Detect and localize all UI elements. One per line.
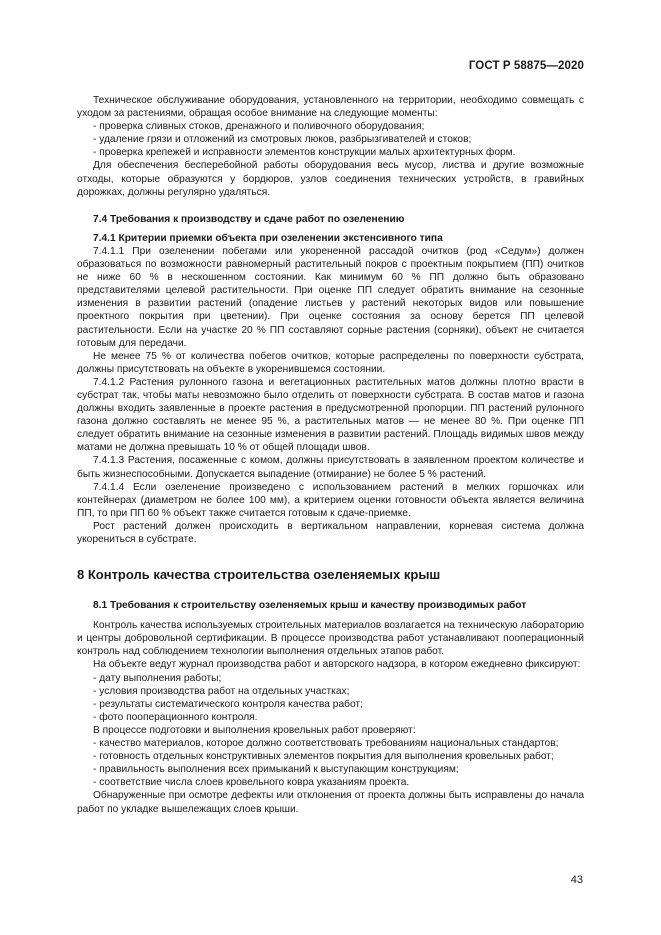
standard-code: ГОСТ Р 58875—2020 [468,60,584,72]
section-heading-8: 8 Контроль качества строительства озеленяемых крыш [77,567,441,583]
paragraph: Обнаруженные при осмотре дефекты или отклонения от проекта должны быть исправлены до начала работ по укладке вышележащих слоев крыши. [77,790,584,815]
list-item: - проверка сливных стоков, дренажного и поливочного оборудования; [93,121,425,133]
paragraph: 7.4.1.3 Растения, посаженные с комом, должны присутствовать в заявленном проектом количестве и быть жизнеспособными. Допускается выпадение (отмирание) не более 5 % растений. [77,455,584,480]
paragraph: Контроль качества используемых строительных материалов возлагается на техническую лабораторию и центры добровольной сертификации. В процессе производства работ устанавливают пооперационный контроль над соблюдением технологии выполнения отдельных этапов работ. [77,620,584,658]
list-item: - готовность отдельных конструктивных элементов покрытия для выполнения кровельных работ; [93,751,554,763]
paragraph: Не менее 75 % от количества побегов очитков, которые распределены по поверхности субстрата, должны присутствовать на объекте в укоренившемся состоянии. [77,350,584,375]
section-heading-7-4: 7.4 Требования к производству и сдаче работ по озеленению [93,213,405,225]
section-heading-7-4-1: 7.4.1 Критерии приемки объекта при озеленении экстенсивного типа [93,232,443,244]
paragraph: Для обеспечения бесперебойной работы оборудования весь мусор, листва и другие возможные отходы, которые образуются у бордюров, узлов соединения технических устройств, в гравийных дорожках, должны регулярно удаляться. [77,160,584,198]
list-item: - условия производства работ на отдельных участках; [93,685,350,697]
paragraph: На объекте ведут журнал производства работ и авторского надзора, в котором ежедневно фиксируют: [93,659,581,671]
list-item: - результаты систематического контроля качества работ; [93,698,363,710]
paragraph: 7.4.1.1 При озеленении побегами или укорененной рассадой очитков (род «Седум») должен образоваться по возможности равномерный растительный покров с проектным покрытием (ПП) очитков не ниже 60 % в нескошенном состоянии. Как минимум 60 % ПП должно быть образовано представителями целевой растительности. При оценке ПП следует обратить внимание на сезонные изменения в развитии растений (опадение листьев у растений некоторых видов или повышение проектного покрытия при цветении). При оценке состояния за основу берется ПП целевой растительности. Если на участке 20 % ПП составляют сорные растения (сорняки), объект не считается готовым для передачи. [77,245,584,349]
list-item: - фото пооперационного контроля. [93,711,258,723]
list-item: - соответствие числа слоев кровельного ковра указаниям проекта. [93,777,410,789]
list-item: - качество материалов, которое должно соответствовать требованиям национальных стандартов; [93,738,559,750]
document-body [77,94,584,816]
list-item: - проверка крепежей и исправности элементов конструкции малых архитектурных форм. [93,147,516,159]
paragraph: 7.4.1.2 Растения рулонного газона и вегетационных растительных матов должны плотно врасти в субстрат так, чтобы маты невозможно было отделить от поверхности субстрата. В состав матов и газона должны входить заявленные в проекте растения в предусмотренной пропорции. ПП растений рулонного газона должно составлять не менее 95 %, а растительных матов — не менее 80 %. При оценке ПП следует обратить внимание на сезонные изменения в развитии растений. Площадь видимых швов между матами не должна превышать 10 % от общей площади швов. [77,376,584,454]
page-number: 43 [570,874,583,886]
paragraph: 7.4.1.4 Если озеленение произведено с использованием растений в мелких горшочках или контейнерах (диаметром не более 100 мм), а критерием оценки готовности объекта является величина ПП, то при ПП 60 % объект также считается готовым к сдаче-приемке. [77,481,584,519]
paragraph: Рост растений должен происходить в вертикальном направлении, корневая система должна укорениться в субстрате. [77,520,584,545]
section-heading-8-1: 8.1 Требования к строительству озеленяемых крыш и качеству производимых работ [93,600,527,612]
list-item: - дату выполнения работы; [93,672,222,684]
list-item: - удаление грязи и отложений из смотровых люков, разбрызгивателей и стоков; [93,134,472,146]
list-item: - правильность выполнения всех примыканий к выступающим конструкциям; [93,764,459,776]
paragraph: Техническое обслуживание оборудования, установленного на территории, необходимо совмещать с уходом за растениями, обращая особое внимание на следующие моменты: [77,95,584,120]
paragraph: В процессе подготовки и выполнения кровельных работ проверяют: [93,724,416,736]
